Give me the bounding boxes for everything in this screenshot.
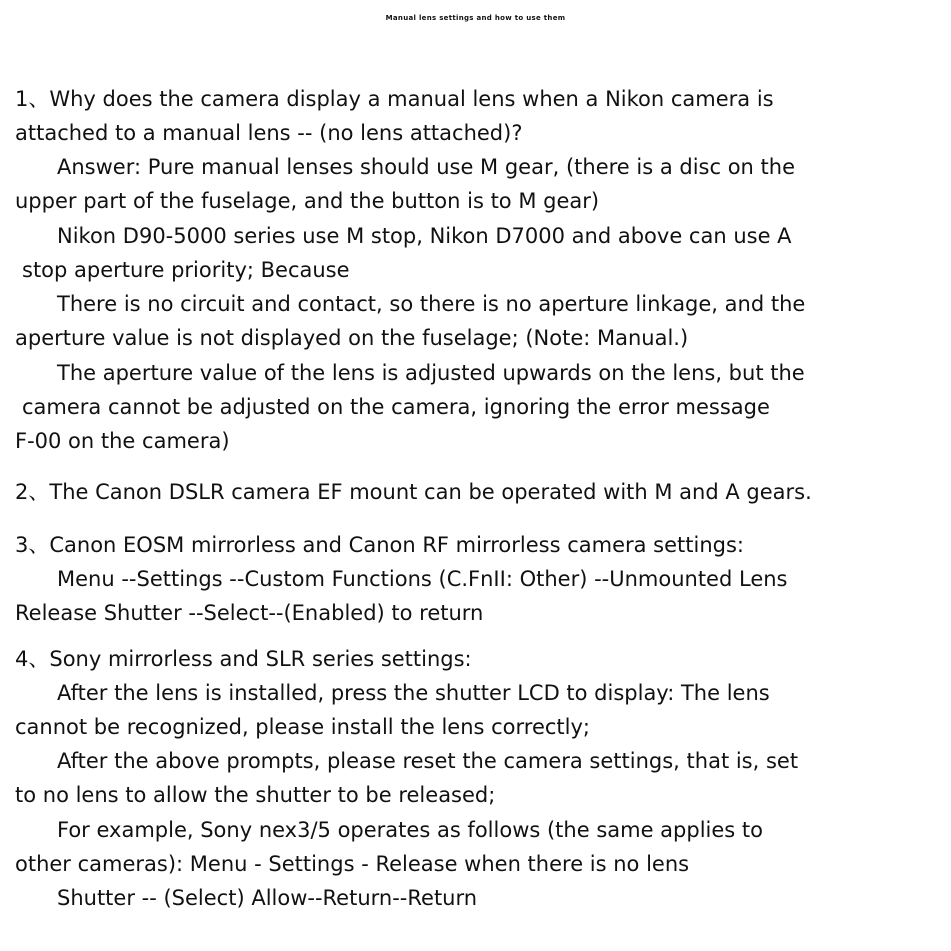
section-4-line-1: 4、Sony mirrorless and SLR series settings: [15, 647, 472, 671]
section-1-line-2: attached to a manual lens -- (no lens attached)? [15, 121, 523, 145]
section-1-line-9: The aperture value of the lens is adjusted upwards on the lens, but the [57, 361, 805, 385]
section-3-line-3: Release Shutter --Select--(Enabled) to return [15, 601, 484, 625]
section-1-line-1: 1、Why does the camera display a manual lens when a Nikon camera is [15, 87, 774, 111]
section-1-line-10: camera cannot be adjusted on the camera, ignoring the error message [22, 395, 770, 419]
page-title: Manual lens settings and how to use them [385, 14, 566, 22]
section-4-line-3: cannot be recognized, please install the lens correctly; [15, 715, 591, 739]
section-1-line-7: There is no circuit and contact, so there is no aperture linkage, and the [57, 292, 806, 316]
section-4-line-7: other cameras): Menu - Settings - Release when there is no lens [15, 852, 690, 876]
section-4-line-5: to no lens to allow the shutter to be released; [15, 783, 496, 807]
section-1-line-5: Nikon D90-5000 series use M stop, Nikon D7000 and above can use A [57, 224, 792, 248]
section-3-line-1: 3、Canon EOSM mirrorless and Canon RF mirrorless camera settings: [15, 533, 744, 557]
section-1-line-11: F-00 on the camera) [15, 429, 230, 453]
section-3-line-2: Menu --Settings --Custom Functions (C.FnII: Other) --Unmounted Lens [57, 567, 788, 591]
section-4-line-4: After the above prompts, please reset the camera settings, that is, set [57, 749, 799, 773]
section-2-line-1: 2、The Canon DSLR camera EF mount can be operated with M and A gears. [15, 480, 812, 504]
section-1-line-3: Answer: Pure manual lenses should use M gear, (there is a disc on the [57, 155, 795, 179]
section-1-line-8: aperture value is not displayed on the fuselage; (Note: Manual.) [15, 326, 689, 350]
section-4-line-6: For example, Sony nex3/5 operates as follows (the same applies to [57, 818, 763, 842]
section-4-line-2: After the lens is installed, press the shutter LCD to display: The lens [57, 681, 770, 705]
section-4-line-8: Shutter -- (Select) Allow--Return--Return [57, 886, 478, 910]
section-1-line-4: upper part of the fuselage, and the button is to M gear) [15, 189, 600, 213]
section-1-line-6: stop aperture priority; Because [22, 258, 350, 282]
